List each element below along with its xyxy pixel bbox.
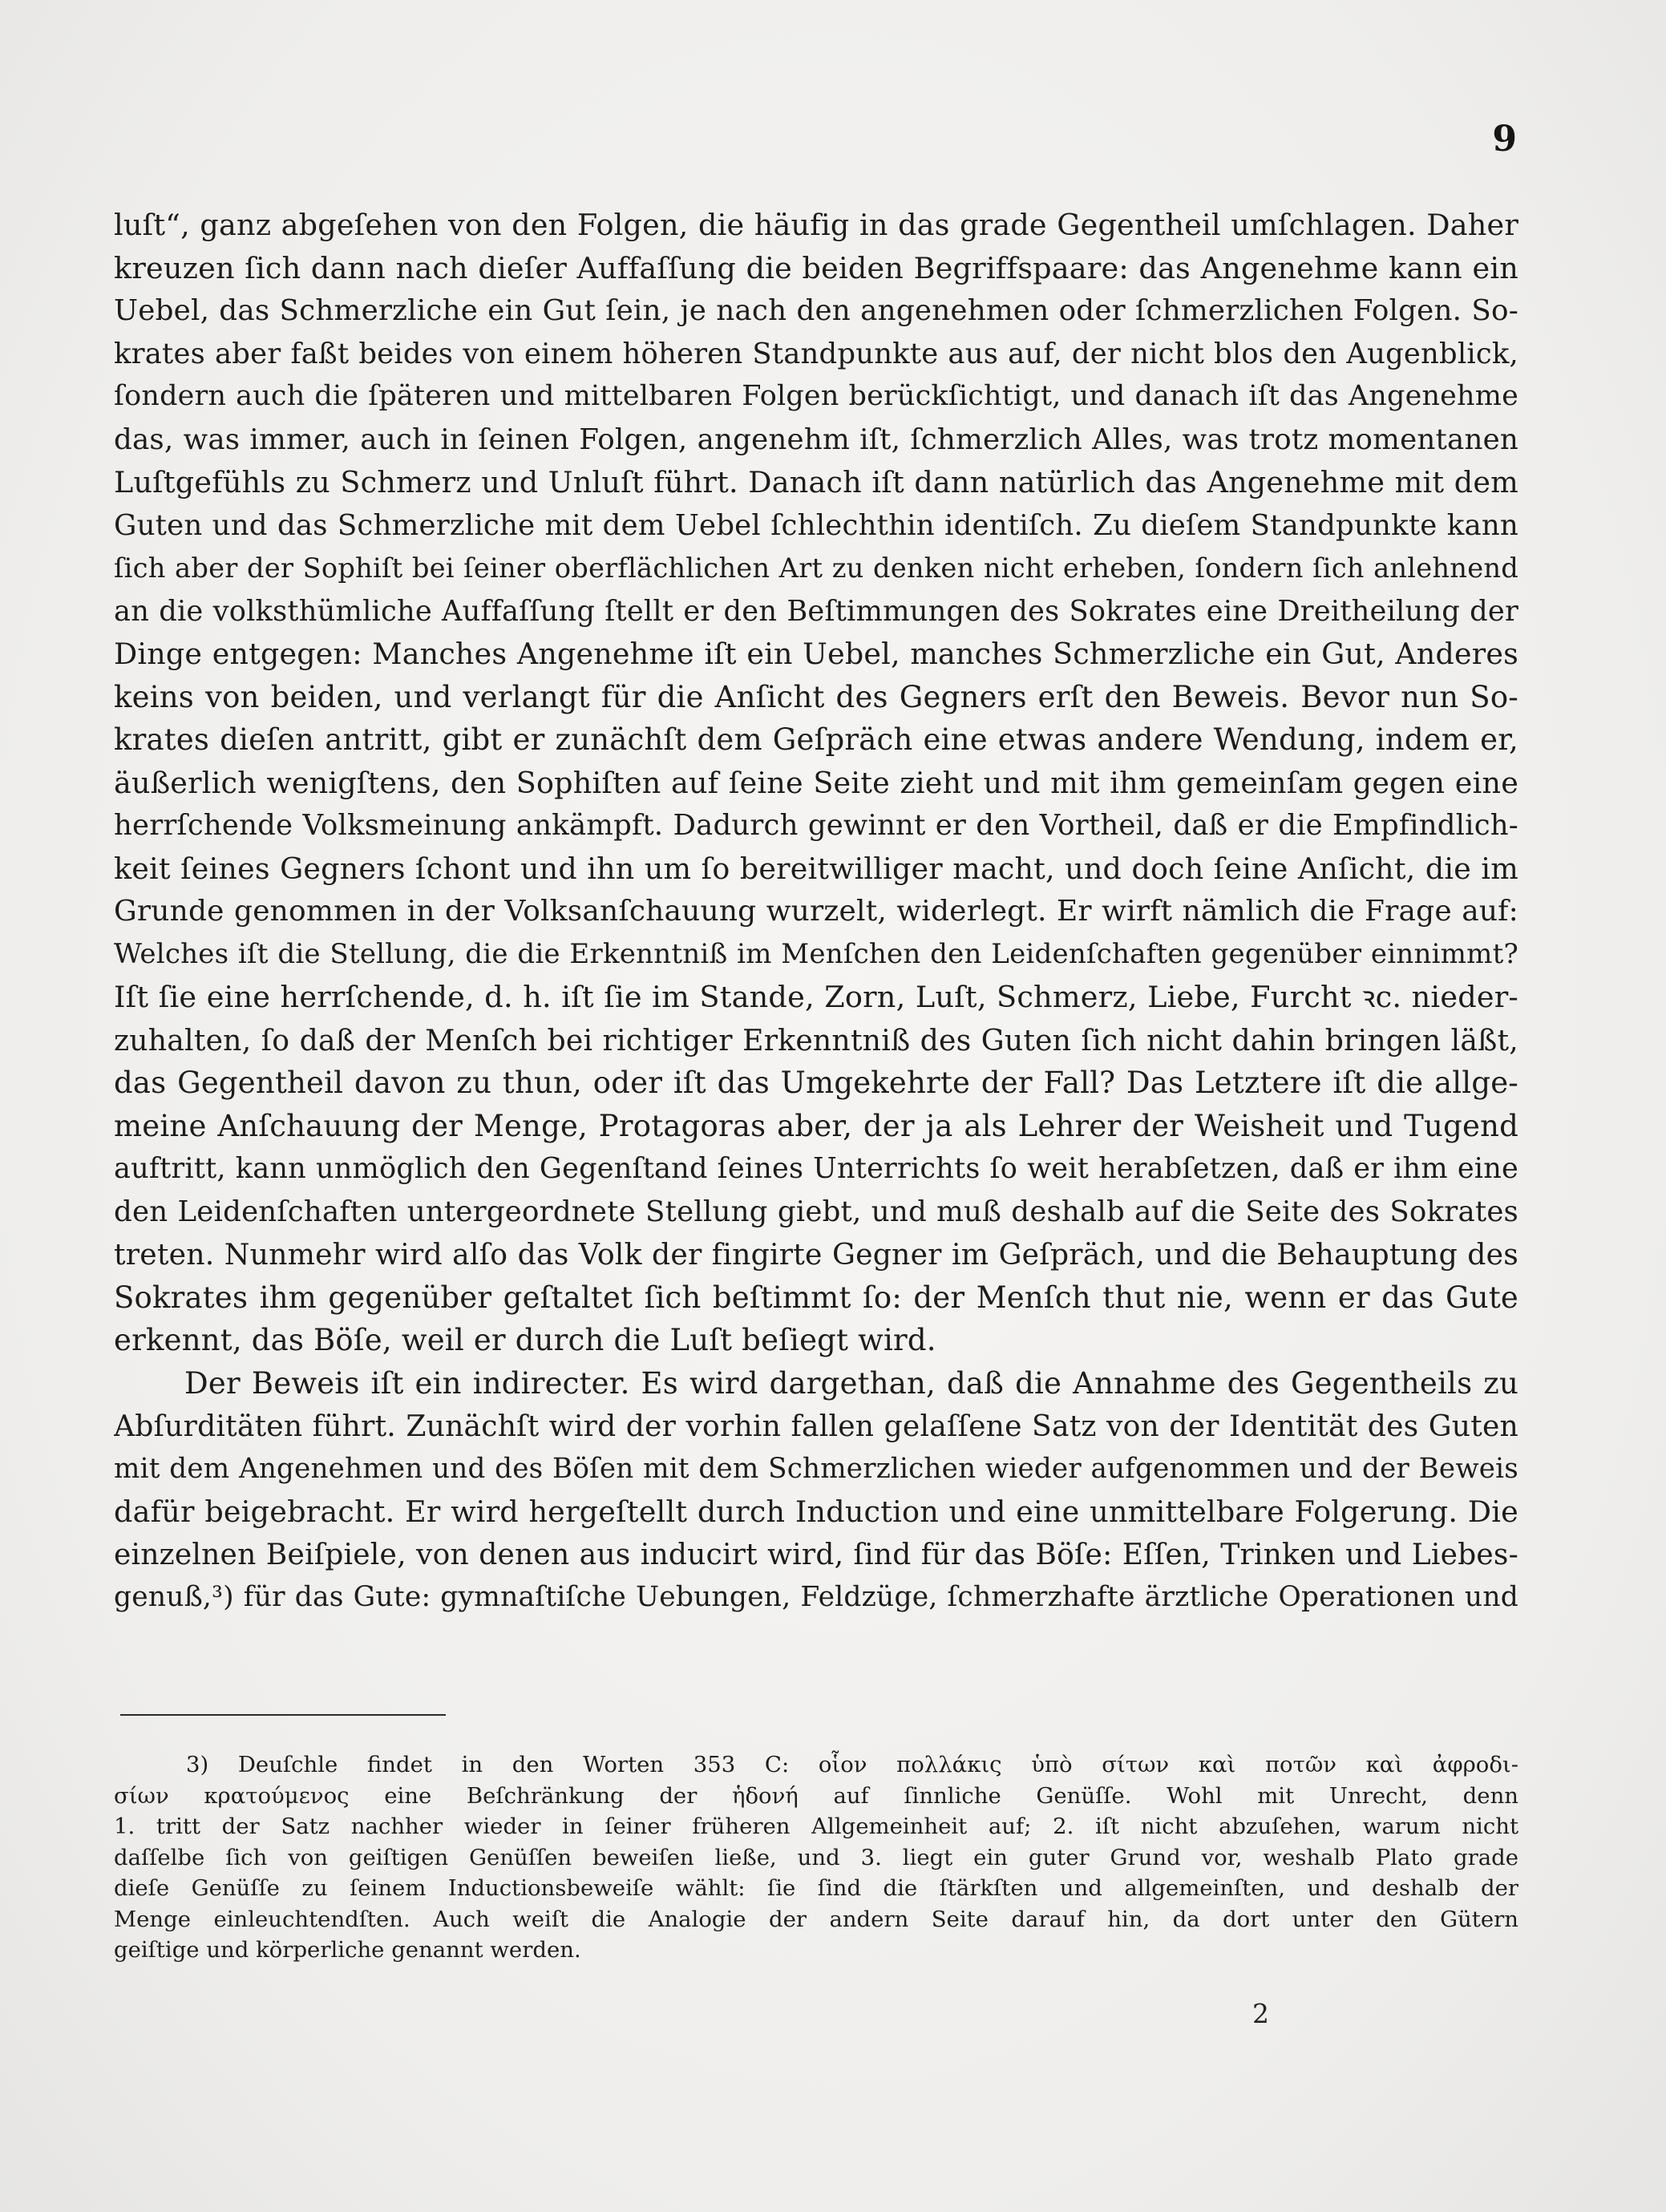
text-line: Grunde genommen in der Volksanſchauung wurzelt, widerlegt. Er wirft nämlich die Frage auf: xyxy=(114,895,1518,928)
text-line: das, was immer, auch in ſeinen Folgen, angenehm iſt, ſchmerzlich Alles, was trotz momentanen xyxy=(114,423,1518,456)
footnote-line: 3) Deuſchle findet in den Worten 353 C: οἷον πολλάκις ὑπὸ σίτων καὶ ποτῶν καὶ ἀφροδι- xyxy=(186,1752,1518,1777)
text-line: an die volksthümliche Auffaſſung ſtellt er den Beſtimmungen des Sokrates eine Dreitheilung der xyxy=(114,594,1518,628)
text-line: Sokrates ihm gegenüber geſtaltet ſich beſtimmt ſo: der Menſch thut nie, wenn er das Gute xyxy=(114,1280,1518,1315)
text-line: Guten und das Schmerzliche mit dem Uebel ſchlechthin identiſch. Zu dieſem Standpunkte kann xyxy=(114,508,1518,542)
text-line: dafür beigebracht. Er wird hergeſtellt durch Induction und eine unmittelbare Folgerung. Die xyxy=(114,1494,1518,1529)
text-line: Iſt ſie eine herrſchende, d. h. iſt ſie im Stande, Zorn, Luſt, Schmerz, Liebe, Furcht ꝛc. nieder- xyxy=(114,980,1518,1014)
text-line: luſt“, ganz abgeſehen von den Folgen, die häufig in das grade Gegentheil umſchlagen. Daher xyxy=(114,208,1518,242)
footnote-line: dieſe Genüſſe zu ſeinem Inductionsbeweiſe wählt: ſie ſind die ſtärkſten und allgemeinſten, und deshalb der xyxy=(114,1875,1518,1901)
text-line: treten. Nunmehr wird alſo das Volk der fingirte Gegner im Geſpräch, und die Behauptung des xyxy=(114,1237,1518,1272)
text-line: Abſurditäten führt. Zunächſt wird der vorhin fallen gelaſſene Satz von der Identität des Guten xyxy=(114,1409,1518,1443)
text-line: Dinge entgegen: Manches Angenehme iſt ein Uebel, manches Schmerzliche ein Gut, Anderes xyxy=(114,637,1518,671)
paragraph-end-line: erkennt, das Böſe, weil er durch die Luſt beſiegt wird. xyxy=(114,1323,936,1357)
footnote-line: 1. tritt der Satz nachher wieder in ſeiner früheren Allgemeinheit auf; 2. iſt nicht abzuſehen, warum nicht xyxy=(114,1814,1518,1839)
footnote-block xyxy=(114,1749,1518,1966)
text-line: herrſchende Volksmeinung ankämpft. Dadurch gewinnt er den Vortheil, daß er die Empfindlich- xyxy=(114,809,1518,842)
text-line: ſich aber der Sophiſt bei ſeiner oberflächlichen Art zu denken nicht erheben, ſondern ſich anlehnend xyxy=(114,552,1518,584)
text-line: mit dem Angenehmen und des Böſen mit dem Schmerzlichen wieder aufgenommen und der Beweis xyxy=(114,1452,1518,1485)
text-line: einzelnen Beiſpiele, von denen aus inducirt wird, ſind für das Böſe: Eſſen, Trinken und Liebes- xyxy=(114,1537,1518,1571)
text-line: keins von beiden, und verlangt für die Anſicht des Gegners erſt den Beweis. Bevor nun So- xyxy=(114,679,1518,714)
text-line: kreuzen ſich dann nach dieſer Auffaſſung die beiden Begriffspaare: das Angenehme kann ein xyxy=(114,250,1518,285)
paragraph-start-line: Der Beweis iſt ein indirecter. Es wird dargethan, daß die Annahme des Gegentheils zu xyxy=(184,1365,1518,1401)
text-line: Uebel, das Schmerzliche ein Gut ſein, je nach den angenehmen oder ſchmerzlichen Folgen. So- xyxy=(114,294,1518,327)
text-line: Welches iſt die Stellung, die die Erkenntniß im Menſchen den Leidenſchaften gegenüber einnimmt? xyxy=(114,937,1518,970)
printer-signature-mark: 2 xyxy=(1252,1998,1269,2029)
text-line: Luſtgefühls zu Schmerz und Unluſt führt. Danach iſt dann natürlich das Angenehme mit dem xyxy=(114,465,1518,499)
footnote-line: daſſelbe ſich von geiſtigen Genüſſen beweiſen ließe, und 3. liegt ein guter Grund vor, weshalb Plato grade xyxy=(114,1844,1518,1870)
text-line: genuß,³) für das Gute: gymnaſtiſche Uebungen, Feldzüge, ſchmerzhafte ärztliche Operationen und xyxy=(114,1581,1518,1613)
text-line: ſondern auch die ſpäteren und mittelbaren Folgen berückſichtigt, und danach iſt das Angenehme xyxy=(114,380,1518,412)
footnote-divider xyxy=(120,1714,446,1716)
text-line: äußerlich wenigſtens, den Sophiſten auf ſeine Seite zieht und mit ihm gemeinſam gegen eine xyxy=(114,765,1518,800)
footnote-line: geiſtige und körperliche genannt werden. xyxy=(114,1937,581,1963)
footnote-line: σίων κρατούμενος eine Beſchränkung der ἡδονή auf ſinnliche Genüſſe. Wohl mit Unrecht, denn xyxy=(114,1782,1518,1809)
text-line: krates dieſen antritt, gibt er zunächſt dem Geſpräch eine etwas andere Wendung, indem er, xyxy=(114,722,1518,757)
body-text xyxy=(114,204,1518,1620)
text-line: zuhalten, ſo daß der Menſch bei richtiger Erkenntniß des Guten ſich nicht dahin bringen läßt, xyxy=(114,1022,1518,1057)
text-line: auftritt, kann unmöglich den Gegenſtand ſeines Unterrichts ſo weit herabſetzen, daß er ihm eine xyxy=(114,1152,1518,1185)
text-line: den Leidenſchaften untergeordnete Stellung giebt, und muß deshalb auf die Seite des Sokrates xyxy=(114,1195,1518,1228)
text-line: krates aber faßt beides von einem höheren Standpunkte aus auf, der nicht blos den Augenblick, xyxy=(114,337,1518,370)
footnote-line: Menge einleuchtendſten. Auch weiſt die Analogie der andern Seite darauf hin, da dort unter den Gütern xyxy=(114,1906,1518,1932)
text-line: meine Anſchauung der Menge, Protagoras aber, der ja als Lehrer der Weisheit und Tugend xyxy=(114,1108,1518,1143)
text-line: das Gegentheil davon zu thun, oder iſt das Umgekehrte der Fall? Das Letztere iſt die allge- xyxy=(114,1066,1518,1100)
text-line: keit ſeines Gegners ſchont und ihn um ſo bereitwilliger macht, und doch ſeine Anſicht, die im xyxy=(114,851,1518,886)
page-number: 9 xyxy=(1492,119,1517,160)
